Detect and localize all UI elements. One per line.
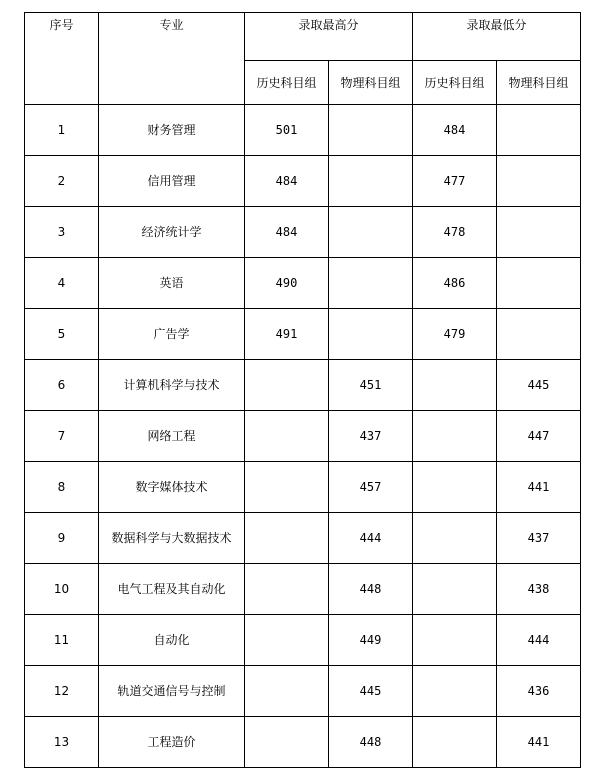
row-major: 轨道交通信号与控制	[99, 666, 245, 717]
row-min-history	[413, 666, 497, 717]
row-min-physics	[497, 258, 581, 309]
row-max-history: 501	[245, 105, 329, 156]
table-row	[25, 717, 581, 768]
row-index: 10	[25, 564, 99, 615]
row-index: 13	[25, 717, 99, 768]
row-index: 6	[25, 360, 99, 411]
row-major: 网络工程	[99, 411, 245, 462]
row-max-physics: 451	[329, 360, 413, 411]
row-max-history	[245, 615, 329, 666]
header-max-score: 录取最高分	[245, 13, 413, 61]
row-min-history: 479	[413, 309, 497, 360]
row-max-history	[245, 462, 329, 513]
header-min-history: 历史科目组	[413, 61, 497, 105]
row-index: 12	[25, 666, 99, 717]
row-index: 7	[25, 411, 99, 462]
row-min-history	[413, 564, 497, 615]
row-min-physics: 441	[497, 717, 581, 768]
table-row	[25, 462, 581, 513]
row-major: 广告学	[99, 309, 245, 360]
row-min-physics	[497, 309, 581, 360]
row-min-history	[413, 513, 497, 564]
row-min-history	[413, 360, 497, 411]
row-max-physics: 449	[329, 615, 413, 666]
row-max-physics	[329, 105, 413, 156]
row-max-history	[245, 564, 329, 615]
row-index: 3	[25, 207, 99, 258]
row-max-physics: 444	[329, 513, 413, 564]
table-row	[25, 411, 581, 462]
header-min-score: 录取最低分	[413, 13, 581, 61]
row-max-history: 484	[245, 207, 329, 258]
row-major: 信用管理	[99, 156, 245, 207]
row-max-physics	[329, 309, 413, 360]
row-major: 经济统计学	[99, 207, 245, 258]
header-index: 序号	[25, 13, 99, 105]
header-max-physics: 物理科目组	[329, 61, 413, 105]
row-min-history: 486	[413, 258, 497, 309]
table-row	[25, 360, 581, 411]
row-max-history	[245, 513, 329, 564]
table-row	[25, 564, 581, 615]
row-min-physics: 445	[497, 360, 581, 411]
header-max-history: 历史科目组	[245, 61, 329, 105]
row-min-physics: 436	[497, 666, 581, 717]
row-min-physics	[497, 156, 581, 207]
table-body	[25, 105, 581, 768]
table-row	[25, 309, 581, 360]
row-min-physics: 437	[497, 513, 581, 564]
table-row	[25, 615, 581, 666]
row-max-history	[245, 666, 329, 717]
row-index: 5	[25, 309, 99, 360]
row-major: 数字媒体技术	[99, 462, 245, 513]
row-major: 财务管理	[99, 105, 245, 156]
row-min-physics	[497, 105, 581, 156]
row-max-physics	[329, 207, 413, 258]
table-row	[25, 666, 581, 717]
row-max-history	[245, 717, 329, 768]
row-major: 工程造价	[99, 717, 245, 768]
row-index: 4	[25, 258, 99, 309]
header-row-1	[25, 13, 581, 61]
row-min-physics: 447	[497, 411, 581, 462]
row-min-history	[413, 615, 497, 666]
header-major: 专业	[99, 13, 245, 105]
row-max-physics: 437	[329, 411, 413, 462]
row-min-history	[413, 717, 497, 768]
row-max-history: 484	[245, 156, 329, 207]
table-row	[25, 513, 581, 564]
row-major: 数据科学与大数据技术	[99, 513, 245, 564]
row-major: 自动化	[99, 615, 245, 666]
row-min-physics: 444	[497, 615, 581, 666]
row-major: 电气工程及其自动化	[99, 564, 245, 615]
row-major: 计算机科学与技术	[99, 360, 245, 411]
row-min-history	[413, 411, 497, 462]
row-max-physics: 457	[329, 462, 413, 513]
row-min-history	[413, 462, 497, 513]
table-row	[25, 105, 581, 156]
row-max-history	[245, 411, 329, 462]
row-index: 11	[25, 615, 99, 666]
table-row	[25, 207, 581, 258]
row-max-physics	[329, 156, 413, 207]
row-index: 9	[25, 513, 99, 564]
header-min-physics: 物理科目组	[497, 61, 581, 105]
row-max-physics: 448	[329, 717, 413, 768]
row-min-physics: 441	[497, 462, 581, 513]
row-index: 2	[25, 156, 99, 207]
row-max-physics: 445	[329, 666, 413, 717]
row-index: 8	[25, 462, 99, 513]
table-row	[25, 156, 581, 207]
row-min-physics	[497, 207, 581, 258]
row-max-physics	[329, 258, 413, 309]
table-row	[25, 258, 581, 309]
row-min-history: 484	[413, 105, 497, 156]
row-major: 英语	[99, 258, 245, 309]
row-min-history: 477	[413, 156, 497, 207]
row-max-history: 491	[245, 309, 329, 360]
row-max-physics: 448	[329, 564, 413, 615]
admission-scores-table	[24, 12, 581, 768]
row-index: 1	[25, 105, 99, 156]
row-min-history: 478	[413, 207, 497, 258]
row-min-physics: 438	[497, 564, 581, 615]
row-max-history: 490	[245, 258, 329, 309]
row-max-history	[245, 360, 329, 411]
